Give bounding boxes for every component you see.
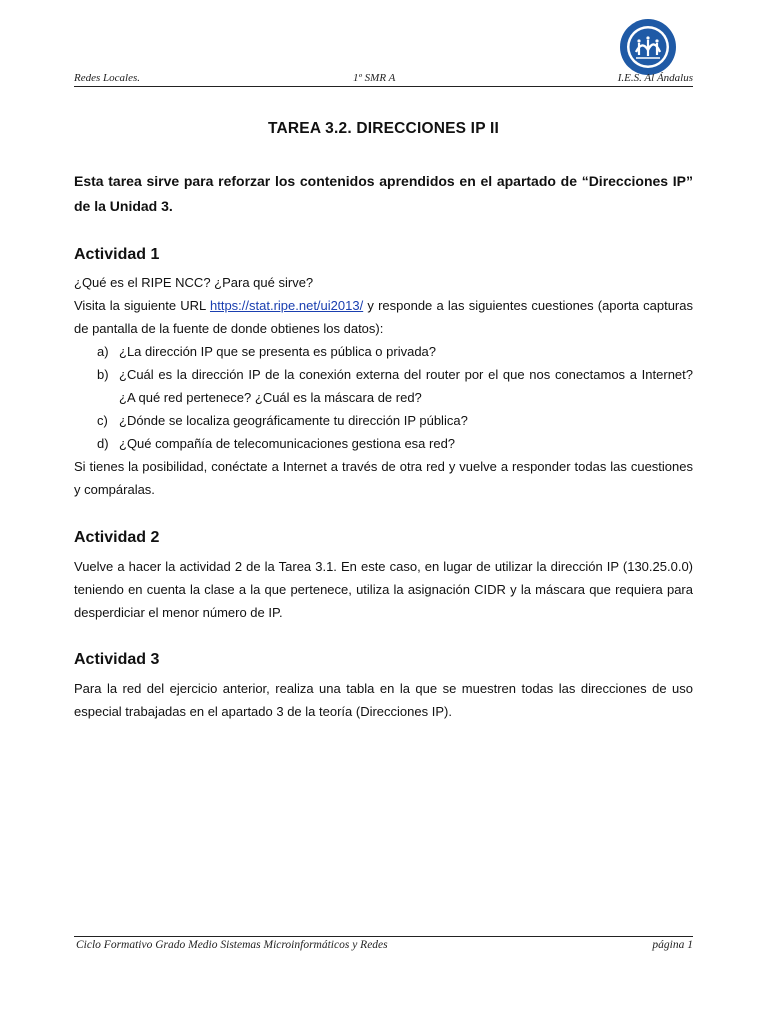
footer-divider [74, 936, 693, 937]
list-item [74, 340, 693, 363]
document-title: TAREA 3.2. DIRECCIONES IP II [268, 120, 499, 137]
list-item-letter: a) [97, 344, 109, 359]
list-item-letter: b) [97, 367, 109, 382]
activity-3-heading: Actividad 3 [74, 651, 160, 668]
list-item [74, 432, 693, 455]
page-header [74, 70, 693, 86]
list-item-text: ¿Qué compañía de telecomunicaciones gestiona esa red? [119, 436, 456, 451]
activity-1-instructions [74, 294, 693, 340]
footer-program: Ciclo Formativo Grado Medio Sistemas Microinformáticos y Redes [76, 939, 388, 951]
activity-1-closing: Si tienes la posibilidad, conéctate a Internet a través de otra red y vuelve a responder todas las cuestiones y compáralas. [74, 459, 693, 497]
activity-3-body: Para la red del ejercicio anterior, realiza una tabla en la que se muestren todas las direcciones de uso especial trabajadas en el apartado 3 de la teoría (Direcciones IP). [74, 681, 693, 719]
activity-1-question: ¿Qué es el RIPE NCC? ¿Para qué sirve? [74, 275, 314, 290]
activity-2-heading: Actividad 2 [74, 529, 160, 546]
ripe-url-link[interactable]: https://stat.ripe.net/ui2013/ [209, 298, 364, 313]
list-item-letter: d) [97, 436, 109, 451]
list-item-text: ¿La dirección IP que se presenta es pública o privada? [119, 344, 437, 359]
header-group: 1º SMR A [353, 72, 396, 84]
activity-1-body [74, 271, 693, 501]
list-item-text: ¿Dónde se localiza geográficamente tu dirección IP pública? [119, 413, 468, 428]
list-item [74, 409, 693, 432]
header-school: I.E.S. Al Ándalus [617, 72, 693, 84]
activity-1-question-list [74, 340, 693, 455]
activity-1-heading: Actividad 1 [74, 246, 160, 263]
list-item-text: ¿Cuál es la dirección IP de la conexión externa del router por el que nos conectamos a Internet? ¿A qué red pertenece? ¿Cuál es la máscara de red? [119, 367, 693, 405]
activity-2-body: Vuelve a hacer la actividad 2 de la Tarea 3.1. En este caso, en lugar de utilizar la dirección IP (130.25.0.0) teniendo en cuenta la clase a la que pertenece, utiliza la asignación CIDR y la máscara que requiera para desperdiciar el menor número de IP. [74, 559, 693, 620]
footer-page-number: página 1 [652, 939, 693, 951]
instructions-after-url: y responde a las siguientes cuestiones (aporta capturas de pantalla de la fuente de donde obtienes los datos): [74, 298, 693, 336]
intro-paragraph: Esta tarea sirve para reforzar los contenidos aprendidos en el apartado de “Direcciones IP” de la Unidad 3. [74, 173, 693, 214]
instructions-before-url: Visita la siguiente URL [74, 298, 210, 313]
school-crest-logo [619, 18, 677, 76]
header-course: Redes Locales. [74, 72, 140, 84]
header-divider [74, 86, 693, 87]
list-item [74, 363, 693, 409]
list-item-letter: c) [97, 413, 108, 428]
